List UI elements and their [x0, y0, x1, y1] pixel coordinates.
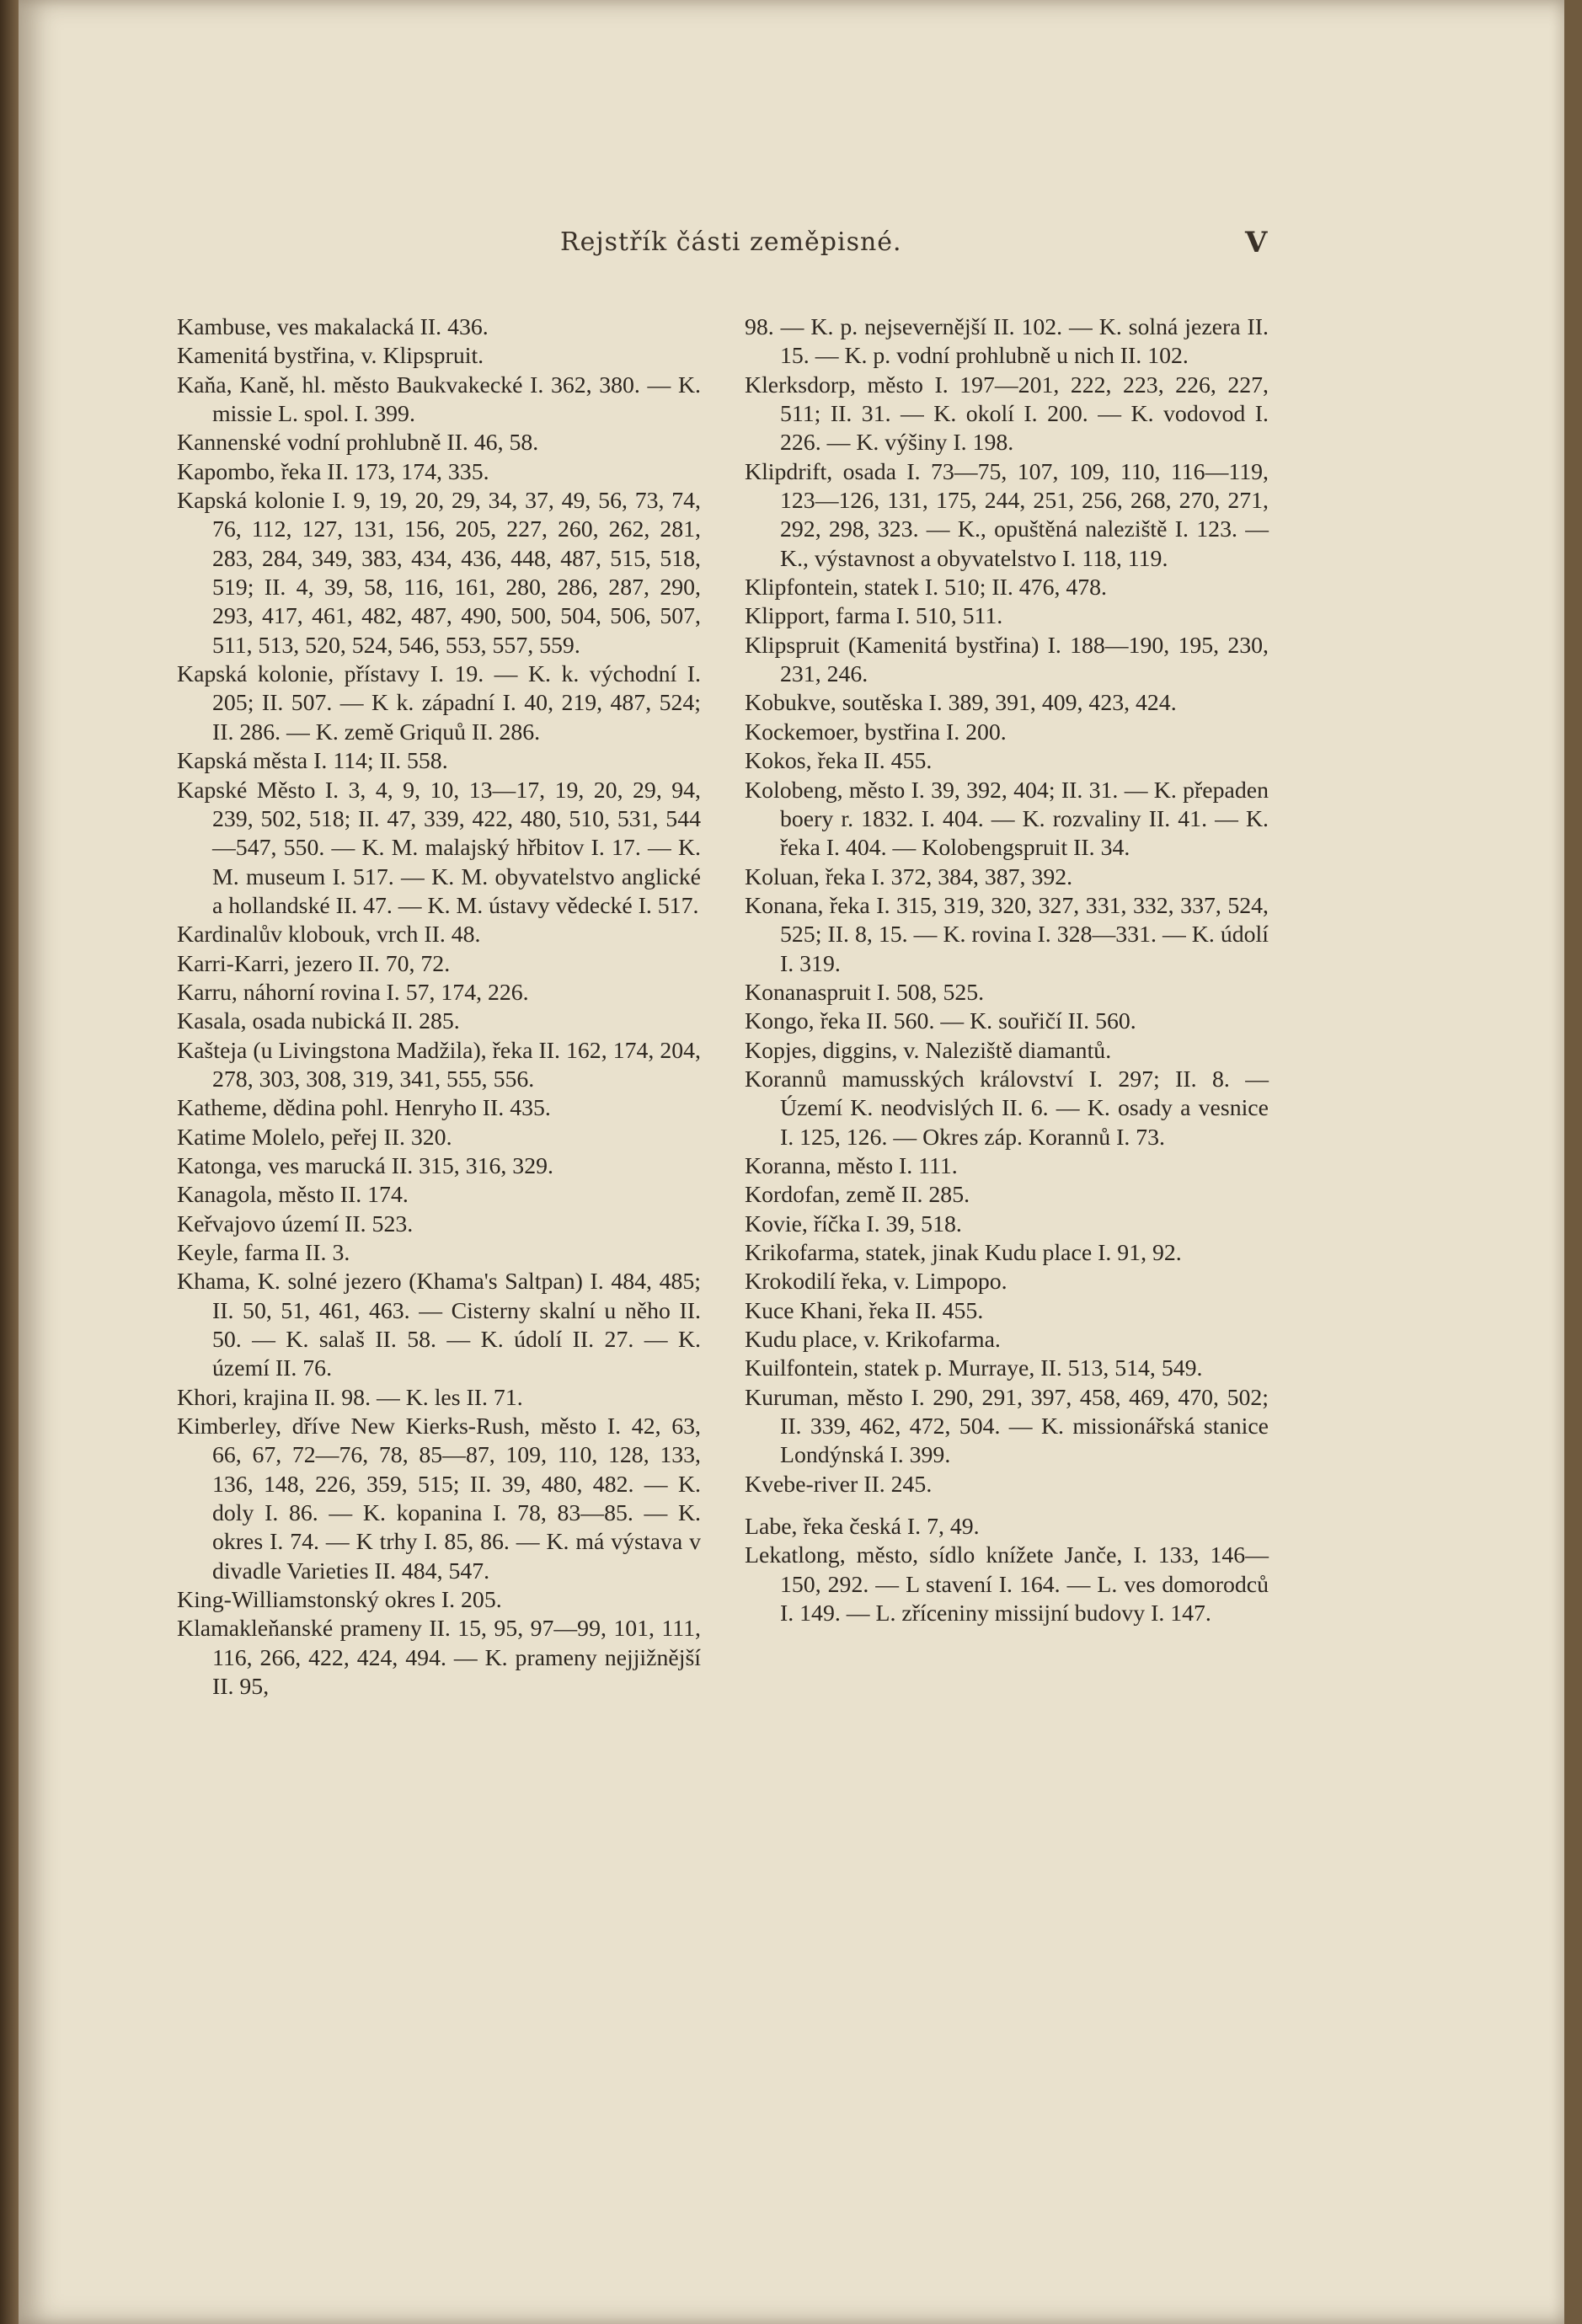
index-entry: Keyle, farma II. 3. [177, 1240, 350, 1266]
index-entry: Karru, náhorní rovina I. 57, 174, 226. [177, 979, 529, 1006]
index-entry: Kuce Khani, řeka II. 455. [745, 1297, 984, 1324]
index-entry: Kopjes, diggins, v. Naleziště diamantů. [745, 1037, 1112, 1064]
index-entry: Klamakleňanské prameny II. 15, 95, 97—99, 101, 111, 116, 266, 422, 424, 494. — K. prameny nejjižnější II. 95, [177, 1616, 701, 1701]
running-header-title: Rejstřík části zeměpisné. [560, 227, 902, 257]
index-entry: Kongo, řeka II. 560. — K. souřičí II. 560. [745, 1008, 1136, 1035]
index-entry: Labe, řeka česká I. 7, 49. [745, 1514, 980, 1541]
index-entry: Kuruman, město I. 290, 291, 397, 458, 469, 470, 502; II. 339, 462, 472, 504. — K. missionářská stanice Londýnská I. 399. [745, 1384, 1269, 1469]
index-entry: 98. — K. p. nejsevernější II. 102. — K. solná jezera II. 15. — K. p. vodní prohlubně u nich II. 102. [745, 314, 1269, 370]
index-entry: Kovie, říčka I. 39, 518. [745, 1210, 962, 1237]
index-entry: Kudu place, v. Krikofarma. [745, 1327, 1001, 1354]
index-entry: Kapská města I. 114; II. 558. [177, 748, 448, 775]
index-entry: King-Williamstonský okres I. 205. [177, 1587, 502, 1614]
index-entry: Kapombo, řeka II. 173, 174, 335. [177, 458, 489, 485]
index-entry: Kaňa, Kaně, hl. město Baukvakecké I. 362, 380. — K. missie L. spol. I. 399. [177, 371, 701, 428]
index-entry: Khori, krajina II. 98. — K. les II. 71. [177, 1384, 523, 1411]
index-entry: Kimberley, dříve New Kierks-Rush, město I. 42, 63, 66, 67, 72—76, 78, 85—87, 109, 110, 128, 133, 136, 148, 226, 359, 515; II. 39, 480, 482. — K. doly I. 86. — K. kopanina I. 78, 83—85. — K. okres I. 74. — K trhy I. 85, 86. — K. má výstava v divadle Varieties II. 484, 547. [177, 1413, 701, 1584]
index-entry: Klipspruit (Kamenitá bystřina) I. 188—190, 195, 230, 231, 246. [745, 632, 1269, 688]
index-entry: Kordofan, země II. 285. [745, 1182, 970, 1209]
index-entry: Kockemoer, bystřina I. 200. [745, 719, 1007, 745]
index-column-right [745, 313, 1269, 1628]
index-entry: Lekatlong, město, sídlo knížete Janče, I. 133, 146—150, 292. — L stavení I. 164. — L. ves domorodců I. 149. — L. zříceniny missijní budovy I. 147. [745, 1542, 1269, 1627]
index-entry: Kardinalův klobouk, vrch II. 48. [177, 922, 481, 948]
index-entry: Kamenitá bystřina, v. Klipspruit. [177, 343, 484, 370]
index-entry: Kapská kolonie I. 9, 19, 20, 29, 34, 37, 49, 56, 73, 74, 76, 112, 127, 131, 156, 205, 227, 260, 262, 281, 283, 284, 349, 383, 434, 436, 448, 487, 515, 518, 519; II. 4, 39, 58, 116, 161, 280, 286, 287, 290, 293, 417, 461, 482, 487, 490, 500, 504, 506, 507, 511, 513, 520, 524, 546, 553, 557, 559. [177, 488, 701, 659]
index-entry: Konanaspruit I. 508, 525. [745, 979, 985, 1006]
index-entry: Khama, K. solné jezero (Khama's Saltpan) I. 484, 485; II. 50, 51, 461, 463. — Cisterny skalní u něho II. 50. — K. salaš II. 58. — K. údolí II. 27. — K. území II. 76. [177, 1269, 701, 1382]
page-number: V [1245, 226, 1268, 259]
index-entry: Katheme, dědina pohl. Henryho II. 435. [177, 1095, 551, 1122]
index-entry: Kašteja (u Livingstona Madžila), řeka II. 162, 174, 204, 278, 303, 308, 319, 341, 555, 556. [177, 1037, 701, 1093]
index-entry: Konana, řeka I. 315, 319, 320, 327, 331, 332, 337, 524, 525; II. 8, 15. — K. rovina I. 328—331. — K. údolí I. 319. [745, 892, 1269, 977]
index-entry: Katime Molelo, peřej II. 320. [177, 1124, 452, 1151]
index-entry: Kolobeng, město I. 39, 392, 404; II. 31. — K. přepaden boery r. 1832. I. 404. — K. rozvaliny II. 41. — K. řeka I. 404. — Kolobengspruit II. 34. [745, 777, 1269, 862]
index-entry: Krokodilí řeka, v. Limpopo. [745, 1269, 1007, 1296]
index-entry: Kasala, osada nubická II. 285. [177, 1008, 460, 1035]
index-entry: Kannenské vodní prohlubně II. 46, 58. [177, 430, 539, 457]
index-entry: Klipfontein, statek I. 510; II. 476, 478. [745, 574, 1108, 601]
index-entry: Kambuse, ves makalacká II. 436. [177, 314, 489, 340]
index-entry: Klipport, farma I. 510, 511. [745, 603, 1003, 630]
index-entry: Kuilfontein, statek p. Murraye, II. 513, 514, 549. [745, 1355, 1203, 1382]
index-entry: Keřvajovo území II. 523. [177, 1210, 414, 1237]
index-entry: Klipdrift, osada I. 73—75, 107, 109, 110, 116—119, 123—126, 131, 175, 244, 251, 256, 268, 270, 271, 292, 298, 323. — K., opuštěná naleziště I. 123. — K., výstavnost a obyvatelstvo I. 118, 119. [745, 458, 1269, 572]
index-entry: Kanagola, město II. 174. [177, 1182, 409, 1209]
book-binding [0, 0, 19, 2324]
index-entry: Koranna, město I. 111. [745, 1152, 958, 1179]
index-entry: Klerksdorp, město I. 197—201, 222, 223, 226, 227, 511; II. 31. — K. okolí I. 200. — K. vodovod I. 226. — K. výšiny I. 198. [745, 371, 1269, 457]
index-entry: Korannů mamusských království I. 297; II. 8. — Území K. neodvislých II. 6. — K. osady a vesnice I. 125, 126. — Okres záp. Korannů I. 73. [745, 1066, 1269, 1151]
index-column-left [177, 313, 701, 1702]
index-entry: Kvebe-river II. 245. [745, 1471, 933, 1498]
index-entry: Kapská kolonie, přístavy I. 19. — K. k. východní I. 205; II. 507. — K k. západní I. 40, 219, 487, 524; II. 286. — K. země Griquů II. 286. [177, 661, 701, 745]
index-entry: Katonga, ves marucká II. 315, 316, 329. [177, 1152, 553, 1179]
index-entry: Kapské Město I. 3, 4, 9, 10, 13—17, 19, 20, 29, 94, 239, 502, 518; II. 47, 339, 422, 480, 510, 531, 544—547, 550. — K. M. malajský hřbitov I. 17. — K. M. museum I. 517. — K. M. obyvatelstvo anglické a hollandské II. 47. — K. M. ústavy vědecké I. 517. [177, 777, 701, 919]
index-entry: Koluan, řeka I. 372, 384, 387, 392. [745, 863, 1073, 890]
index-entry: Kokos, řeka II. 455. [745, 748, 933, 775]
index-entry: Krikofarma, statek, jinak Kudu place I. 91, 92. [745, 1240, 1182, 1266]
index-entry: Kobukve, soutěska I. 389, 391, 409, 423, 424. [745, 690, 1177, 717]
index-entry: Karri-Karri, jezero II. 70, 72. [177, 950, 451, 977]
